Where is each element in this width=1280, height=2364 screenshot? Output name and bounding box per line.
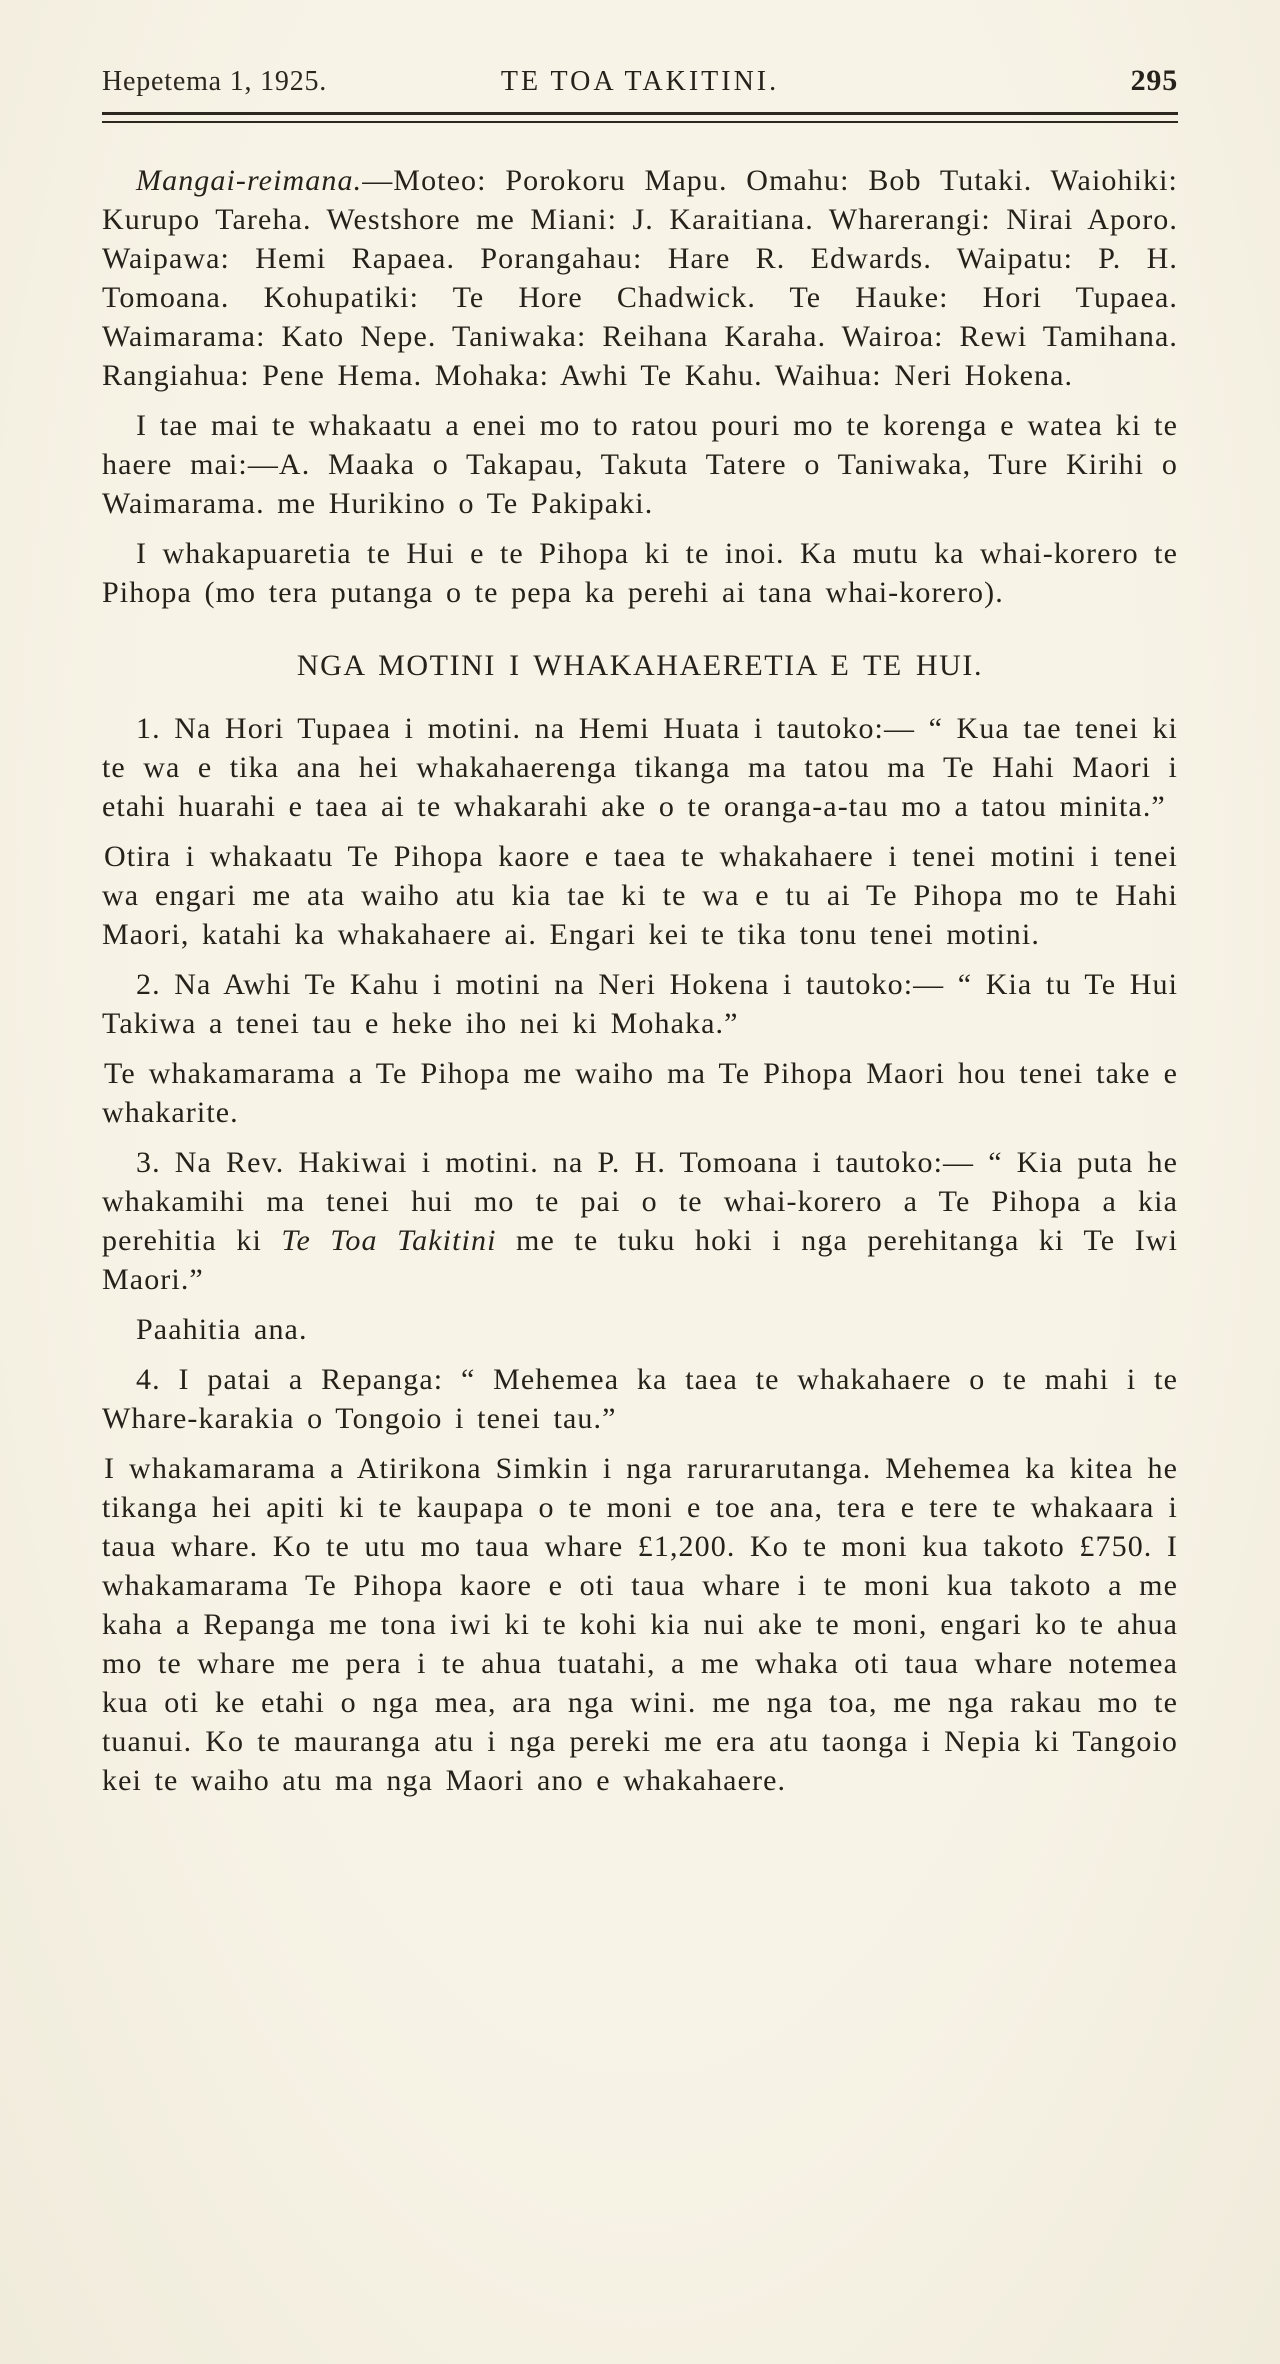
paragraph-explanation: I whakamarama a Atirikona Simkin i nga rarurarutanga. Mehemea ka kitea he tikanga hei apiti ki te kaupapa o te moni e toe ana, tera e tere te whakaara i taua whare. Ko te utu mo taua whare £1,200. Ko te moni kua takoto £750. I whakamarama Te Pihopa kaore e oti taua whare i te moni kua takoto a me kaha a Repanga me tona iwi ki te kohi kia nui ake te moni, engari ko te ahua mo te whare me pera i te ahua tuatahi, a me whaka oti taua whare notemea kua oti ke etahi o nga mea, ara nga wini. me nga toa, me nga rakau mo te tuanui. Ko te mauranga atu i nga pereki me era atu taonga i Nepia ki Tangoio kei te waiho atu ma nga Maori ano e whakahaere.: [102, 1452, 1178, 1797]
paragraph-question-4: 4. I patai a Repanga: “ Mehemea ka taea te whakahaere o te mahi i te Whare-karakia o Tongoio i tenei tau.”: [102, 1363, 1178, 1435]
paragraph-opening-prayer: I whakapuaretia te Hui e te Pihopa ki te inoi. Ka mutu ka whai-korero te Pihopa (mo tera putanga o te pepa ka perehi ai tana whai-korero).: [102, 537, 1178, 609]
motion-3-part-2: me te tuku hoki i nga perehitanga ki Te Iwi Maori.”: [102, 1224, 1178, 1296]
article-body: [102, 161, 1178, 1800]
paragraph-motion-2: 2. Na Awhi Te Kahu i motini na Neri Hokena i tautoko:— “ Kia tu Te Hui Takiwa a tenei tau e heke iho nei ki Mohaka.”: [102, 968, 1178, 1040]
paragraph-passed: Paahitia ana.: [136, 1313, 308, 1346]
header-page-number: 295: [1130, 64, 1178, 97]
header-rule-thin: [102, 121, 1178, 123]
paragraph-motion-1: 1. Na Hori Tupaea i motini. na Hemi Huata i tautoko:— “ Kua tae tenei ki te wa e tika ana hei whakahaerenga tikanga ma tatou ma Te Hahi Maori i etahi huarahi e taea ai te whakarahi ake o te oranga-a-tau mo a tatou minita.”: [102, 712, 1178, 823]
header-date: Hepetema 1, 1925.: [102, 66, 328, 97]
paragraph-apologies: I tae mai te whakaatu a enei mo to ratou pouri mo te korenga e watea ki te haere mai:—A. Maaka o Takapau, Takuta Tatere o Taniwaka, Ture Kirihi o Waimarama. me Hurikino o Te Pakipaki.: [102, 409, 1178, 520]
header-rule-thick: [102, 112, 1178, 115]
paragraph-motion-1-note: Otira i whakaatu Te Pihopa kaore e taea te whakahaere i tenei motini i tenei wa engari me ata waiho atu kia tae ki te wa e tu ai Te Pihopa mo te Hahi Maori, katahi ka whakahaere ai. Engari kei te tika tonu tenei motini.: [102, 840, 1178, 951]
motion-3-part-1: 3. Na Rev. Hakiwai i motini. na P. H. Tomoana i tautoko:— “ Kia puta he whakamihi ma tenei hui mo te pai o te whai-korero a Te Pihopa a kia perehitia ki: [102, 1146, 1178, 1257]
motion-3-journal-title-italic: Te Toa Takitini: [281, 1224, 497, 1257]
paragraph-motion-3: [102, 1143, 1178, 1299]
running-head: [102, 64, 1178, 98]
header-journal-title: TE TOA TAKITINI.: [500, 66, 780, 97]
paragraph-delegates: [102, 161, 1178, 395]
section-heading-motions: NGA MOTINI I WHAKAHAERETIA E TE HUI.: [296, 649, 984, 682]
paragraph-motion-2-note: Te whakamarama a Te Pihopa me waiho ma Te Pihopa Maori hou tenei take e whakarite.: [102, 1057, 1178, 1129]
delegates-lead-italic: Mangai-reimana.: [136, 164, 363, 197]
delegates-list: —Moteo: Porokoru Mapu. Omahu: Bob Tutaki. Waiohiki: Kurupo Tareha. Westshore me Miani: J. Karaitiana. Wharerangi: Nirai Aporo. Waipawa: Hemi Rapaea. Porangahau: Hare R. Edwards. Waipatu: P. H. Tomoana. Kohupatiki: Te Hore Chadwick. Te Hauke: Hori Tupaea. Waimarama: Kato Nepe. Taniwaka: Reihana Karaha. Wairoa: Rewi Tamihana. Rangiahua: Pene Hema. Mohaka: Awhi Te Kahu. Waihua: Neri Hokena.: [102, 164, 1178, 392]
